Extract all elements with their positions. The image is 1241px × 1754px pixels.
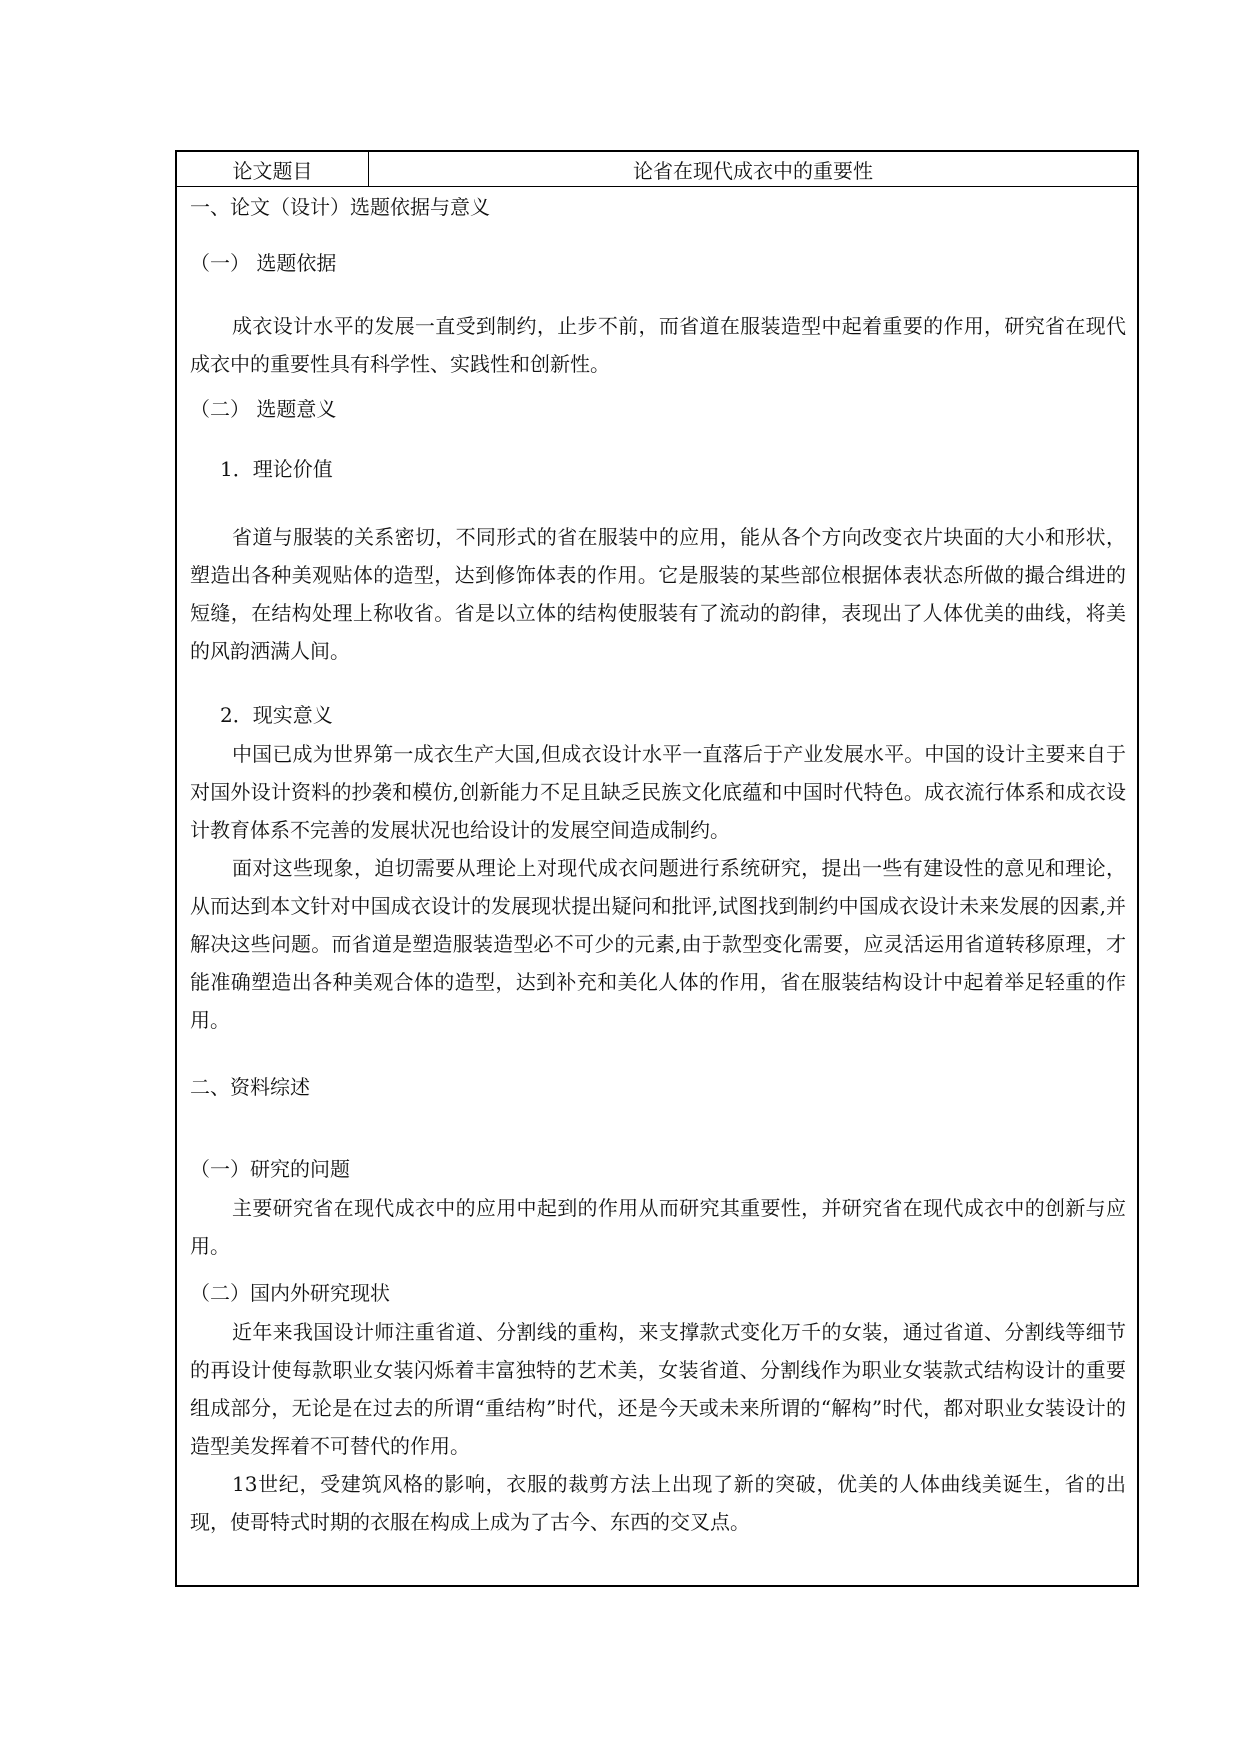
section-2-2-paragraph-1: 近年来我国设计师注重省道、分割线的重构，来支撑款式变化万千的女装，通过省道、分割线等细节的再设计使每款职业女装闪烁着丰富独特的艺术美，女装省道、分割线作为职业女装款式结构设计的重要组成部分，无论是在过去的所谓“重结构”时代，还是今天或未来所谓的“解构”时代，都对职业女装设计的造型美发挥着不可替代的作用。 [190, 1320, 1126, 1458]
thesis-title-label: 论文题目 [177, 152, 369, 186]
item-practical-significance-paragraph-2: 面对这些现象，迫切需要从理论上对现代成衣问题进行系统研究，提出一些有建设性的意见和理论，从而达到本文针对中国成衣设计的发展现状提出疑问和批评,试图找到制约中国成衣设计未来发展的因素,并解决这些问题。而省道是塑造服装造型必不可少的元素,由于款型变化需要，应灵活运用省道转移原理，才能准确塑造出各种美观合体的造型，达到补充和美化人体的作用，省在服装结构设计中起着举足轻重的作用。 [190, 856, 1126, 1032]
thesis-title-row [177, 152, 1137, 187]
section-2-heading: 二、资料综述 [190, 1075, 310, 1099]
section-2-1-heading: （一）研究的问题 [190, 1157, 350, 1181]
section-2-2-heading: （二）国内外研究现状 [190, 1281, 390, 1305]
section-1-2-heading: （二） 选题意义 [190, 397, 337, 421]
item-theory-value-heading: 1．理论价值 [220, 457, 333, 481]
section-1-1-paragraph: 成衣设计水平的发展一直受到制约，止步不前，而省道在服装造型中起着重要的作用，研究省在现代成衣中的重要性具有科学性、实践性和创新性。 [190, 314, 1126, 376]
section-1-heading: 一、论文（设计）选题依据与意义 [190, 195, 490, 219]
item-theory-value-paragraph: 省道与服装的关系密切，不同形式的省在服装中的应用，能从各个方向改变衣片块面的大小和形状，塑造出各种美观贴体的造型，达到修饰体表的作用。它是服装的某些部位根据体表状态所做的撮合缉进的短缝，在结构处理上称收省。省是以立体的结构使服装有了流动的韵律，表现出了人体优美的曲线，将美的风韵洒满人间。 [190, 525, 1126, 663]
section-2-2-paragraph-2: 13世纪，受建筑风格的影响，衣服的裁剪方法上出现了新的突破，优美的人体曲线美诞生，省的出现，使哥特式时期的衣服在构成上成为了古今、东西的交叉点。 [190, 1472, 1126, 1534]
item-practical-significance-heading: 2．现实意义 [220, 703, 333, 727]
proposal-form-table [175, 150, 1139, 1587]
section-1-1-heading: （一） 选题依据 [190, 251, 337, 275]
item-practical-significance-paragraph-1: 中国已成为世界第一成衣生产大国,但成衣设计水平一直落后于产业发展水平。中国的设计主要来自于对国外设计资料的抄袭和模仿,创新能力不足且缺乏民族文化底蕴和中国时代特色。成衣流行体系和成衣设计教育体系不完善的发展状况也给设计的发展空间造成制约。 [190, 742, 1126, 842]
thesis-title-value: 论省在现代成衣中的重要性 [633, 158, 873, 183]
section-2-1-paragraph: 主要研究省在现代成衣中的应用中起到的作用从而研究其重要性，并研究省在现代成衣中的创新与应用。 [190, 1196, 1126, 1258]
